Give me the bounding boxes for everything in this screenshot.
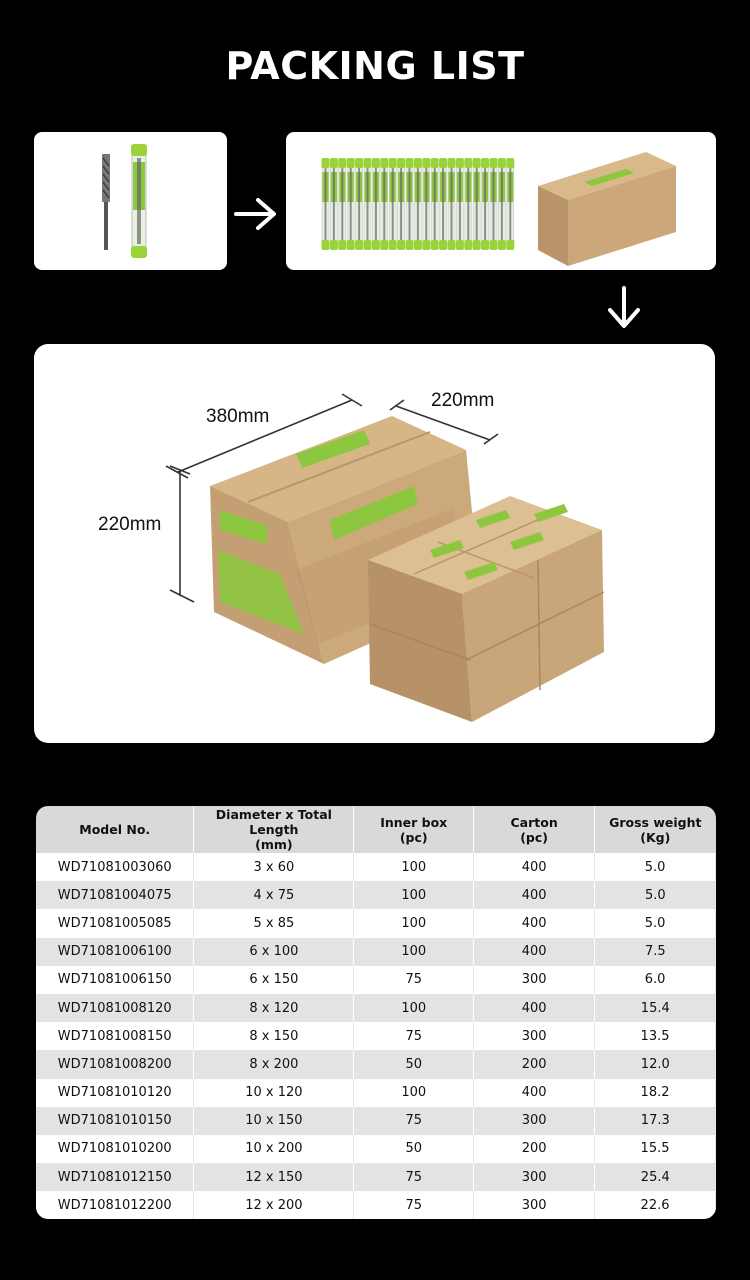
- tube-package: [481, 158, 489, 250]
- cell-gross-weight: 5.0: [595, 853, 716, 881]
- cell-gross-weight: 22.6: [595, 1191, 716, 1219]
- header-carton: Carton (pc): [474, 806, 595, 853]
- cell-model: WD71081008150: [36, 1022, 194, 1050]
- cell-gross-weight: 15.5: [595, 1135, 716, 1163]
- cell-inner-box: 100: [354, 1079, 474, 1107]
- tube-package: [397, 158, 405, 250]
- tube-package: [322, 158, 330, 250]
- cell-size: 6 x 100: [194, 938, 354, 966]
- small-carton: [538, 152, 676, 266]
- single-bit-card: [34, 132, 227, 270]
- cell-gross-weight: 7.5: [595, 938, 716, 966]
- cell-carton: 400: [474, 853, 595, 881]
- cell-carton: 300: [474, 1107, 595, 1135]
- cell-size: 10 x 120: [194, 1079, 354, 1107]
- page-title: PACKING LIST: [225, 44, 525, 88]
- cell-size: 5 x 85: [194, 909, 354, 937]
- cell-carton: 300: [474, 1022, 595, 1050]
- tube-package: [431, 158, 439, 250]
- table-row: [36, 1107, 716, 1135]
- cell-carton: 400: [474, 938, 595, 966]
- cell-carton: 300: [474, 966, 595, 994]
- tube-package: [347, 158, 355, 250]
- cell-gross-weight: 6.0: [595, 966, 716, 994]
- width-label: 220mm: [431, 390, 495, 411]
- cell-gross-weight: 17.3: [595, 1107, 716, 1135]
- cell-size: 8 x 150: [194, 1022, 354, 1050]
- tube-package: [448, 158, 456, 250]
- tube-package: [372, 158, 380, 250]
- carton-image: [34, 344, 715, 743]
- table-row: [36, 853, 716, 881]
- cell-model: WD71081008120: [36, 994, 194, 1022]
- cell-inner-box: 75: [354, 1163, 474, 1191]
- cell-model: WD71081010120: [36, 1079, 194, 1107]
- cell-model: WD71081006100: [36, 938, 194, 966]
- tube-package: [422, 158, 430, 250]
- cell-inner-box: 100: [354, 881, 474, 909]
- table-row: [36, 1163, 716, 1191]
- cell-carton: 400: [474, 909, 595, 937]
- tube-package: [456, 158, 464, 250]
- table-row: [36, 994, 716, 1022]
- cell-inner-box: 75: [354, 1191, 474, 1219]
- cell-inner-box: 100: [354, 909, 474, 937]
- tube-package: [330, 158, 338, 250]
- header-inner-box: Inner box (pc): [354, 806, 474, 853]
- tube-package: [490, 158, 498, 250]
- cell-inner-box: 50: [354, 1135, 474, 1163]
- cell-inner-box: 75: [354, 1022, 474, 1050]
- cell-model: WD71081012200: [36, 1191, 194, 1219]
- cell-size: 12 x 150: [194, 1163, 354, 1191]
- cell-gross-weight: 5.0: [595, 881, 716, 909]
- table-row: [36, 909, 716, 937]
- cell-gross-weight: 5.0: [595, 909, 716, 937]
- tube-package: [406, 158, 414, 250]
- packing-table: [36, 806, 716, 1219]
- tubes-and-carton-image: [286, 132, 716, 270]
- cell-carton: 200: [474, 1050, 595, 1078]
- tube-package: [364, 158, 372, 250]
- cell-inner-box: 100: [354, 853, 474, 881]
- tube-package: [389, 158, 397, 250]
- cell-carton: 200: [474, 1135, 595, 1163]
- cell-carton: 400: [474, 994, 595, 1022]
- table-row: [36, 881, 716, 909]
- tube-package: [439, 158, 447, 250]
- table-row: [36, 1079, 716, 1107]
- cell-model: WD71081008200: [36, 1050, 194, 1078]
- drill-bit-image: [34, 132, 227, 270]
- cell-carton: 400: [474, 881, 595, 909]
- header-size: Diameter x Total Length (mm): [194, 806, 354, 853]
- cell-model: WD71081006150: [36, 966, 194, 994]
- tube-package: [355, 158, 363, 250]
- cell-gross-weight: 13.5: [595, 1022, 716, 1050]
- cell-carton: 400: [474, 1079, 595, 1107]
- table-row: [36, 1191, 716, 1219]
- cell-size: 6 x 150: [194, 966, 354, 994]
- cell-size: 12 x 200: [194, 1191, 354, 1219]
- table-row: [36, 966, 716, 994]
- cell-model: WD71081012150: [36, 1163, 194, 1191]
- cell-gross-weight: 15.4: [595, 994, 716, 1022]
- carton-dimensions-card: [34, 344, 715, 743]
- cell-carton: 300: [474, 1163, 595, 1191]
- cell-model: WD71081005085: [36, 909, 194, 937]
- table-row: [36, 1050, 716, 1078]
- cell-model: WD71081003060: [36, 853, 194, 881]
- tube-package: [338, 158, 346, 250]
- cell-inner-box: 100: [354, 994, 474, 1022]
- cell-size: 4 x 75: [194, 881, 354, 909]
- header-model: Model No.: [36, 806, 194, 853]
- cell-gross-weight: 18.2: [595, 1079, 716, 1107]
- arrow-down-icon: [606, 286, 642, 330]
- arrow-right-icon: [234, 196, 278, 232]
- header-gross-weight: Gross weight (Kg): [595, 806, 716, 853]
- cell-model: WD71081010150: [36, 1107, 194, 1135]
- cell-model: WD71081004075: [36, 881, 194, 909]
- cell-inner-box: 50: [354, 1050, 474, 1078]
- table-row: [36, 938, 716, 966]
- table-header-row: [36, 806, 716, 853]
- cell-size: 10 x 150: [194, 1107, 354, 1135]
- tube-package: [506, 158, 514, 250]
- inner-box-card: [286, 132, 716, 270]
- table-row: [36, 1022, 716, 1050]
- tube-package: [414, 158, 422, 250]
- tube-row: [322, 158, 515, 250]
- height-label: 220mm: [98, 514, 162, 535]
- cell-gross-weight: 25.4: [595, 1163, 716, 1191]
- cell-size: 8 x 120: [194, 994, 354, 1022]
- length-label: 380mm: [206, 406, 270, 427]
- tube-package: [498, 158, 506, 250]
- cell-size: 8 x 200: [194, 1050, 354, 1078]
- cell-size: 10 x 200: [194, 1135, 354, 1163]
- cell-inner-box: 100: [354, 938, 474, 966]
- tube-package: [464, 158, 472, 250]
- tube-package: [473, 158, 481, 250]
- cell-inner-box: 75: [354, 966, 474, 994]
- table-row: [36, 1135, 716, 1163]
- cell-model: WD71081010200: [36, 1135, 194, 1163]
- tube-package: [380, 158, 388, 250]
- cell-size: 3 x 60: [194, 853, 354, 881]
- cell-gross-weight: 12.0: [595, 1050, 716, 1078]
- cell-inner-box: 75: [354, 1107, 474, 1135]
- cell-carton: 300: [474, 1191, 595, 1219]
